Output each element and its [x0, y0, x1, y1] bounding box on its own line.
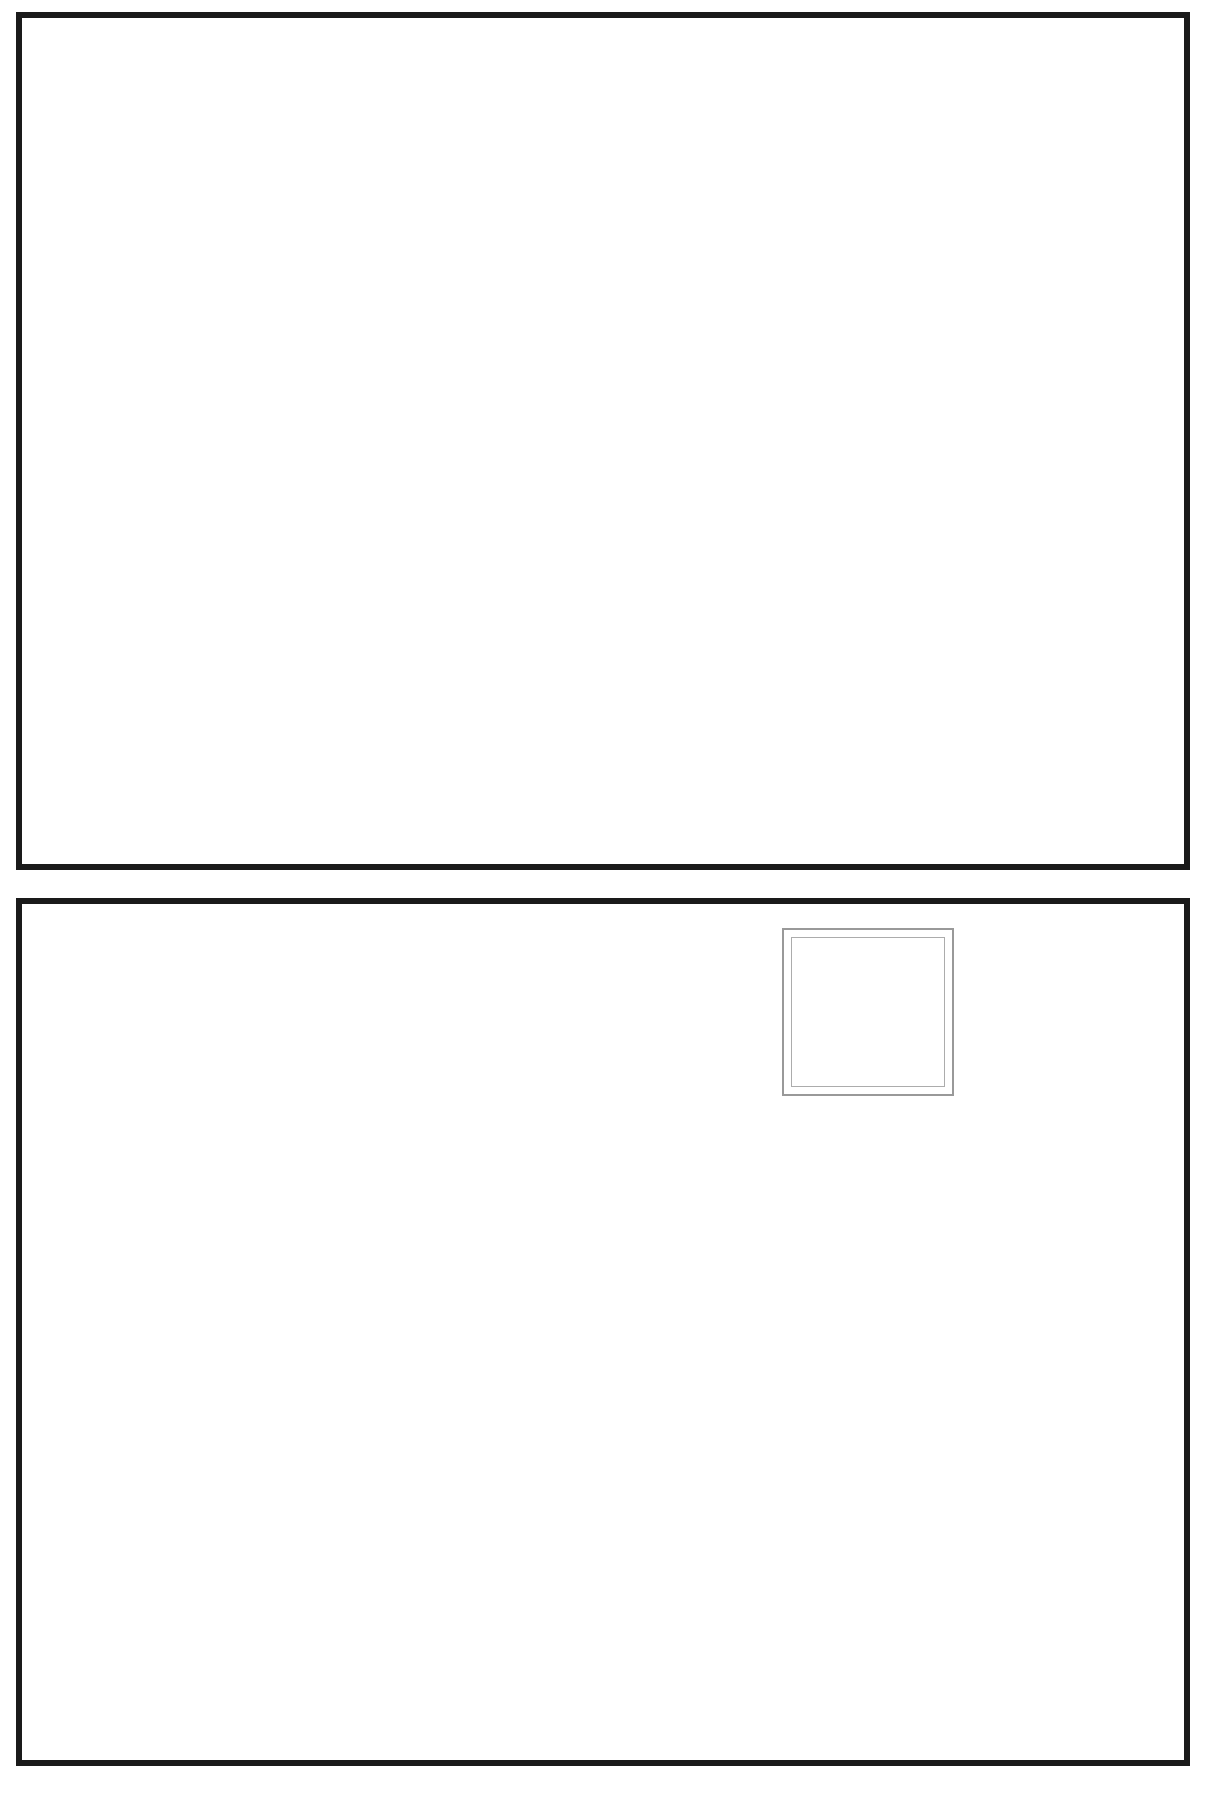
top-page-columns	[22, 18, 1184, 864]
top-page	[16, 12, 1190, 870]
bottom-page-columns	[22, 904, 1184, 1760]
bottom-page	[16, 898, 1190, 1766]
